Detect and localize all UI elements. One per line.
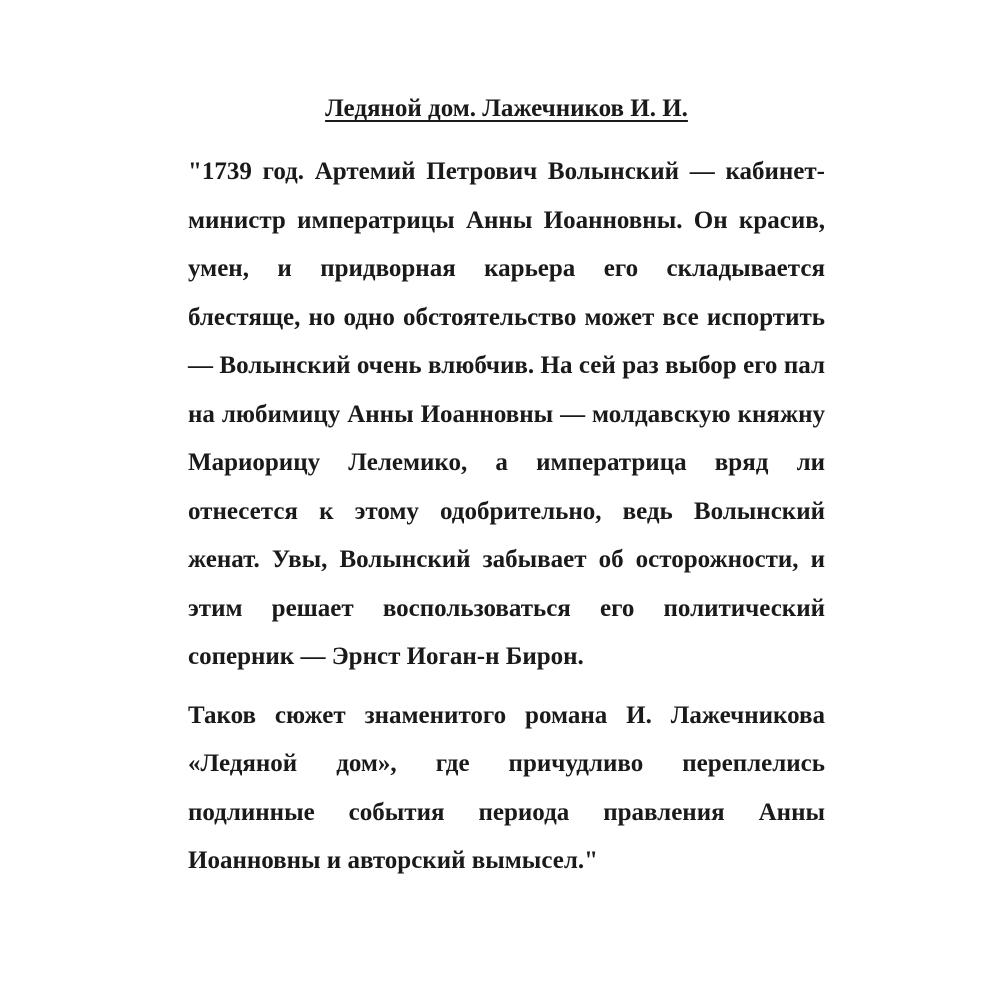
document-body: [188, 92, 825, 886]
paragraph-summary: "1739 год. Артемий Петрович Волынский — кабинет-министр императрицы Анны Иоанновны. Он красив, умен, и придворная карьера его складывается блестяще, но одно обстоятельство может все испортить — Волынский очень влюбчив. На сей раз выбор его пал на любимицу Анны Иоанновны — молдавскую княжну Мариорицу Лелемико, а императрица вряд ли отнесется к этому одобрительно, ведь Волынский женат. Увы, Волынский забывает об осторожности, и этим решает воспользоваться его политический соперник — Эрнст Иоган-н Бирон.: [188, 158, 825, 670]
paragraph-conclusion: Таков сюжет знаменитого романа И. Лажечникова «Ледяной дом», где причудливо переплелись подлинные события периода правления Анны Иоанновны и авторский вымысел.": [188, 701, 825, 874]
document-title: Ледяной дом. Лажечников И. И.: [325, 95, 688, 122]
